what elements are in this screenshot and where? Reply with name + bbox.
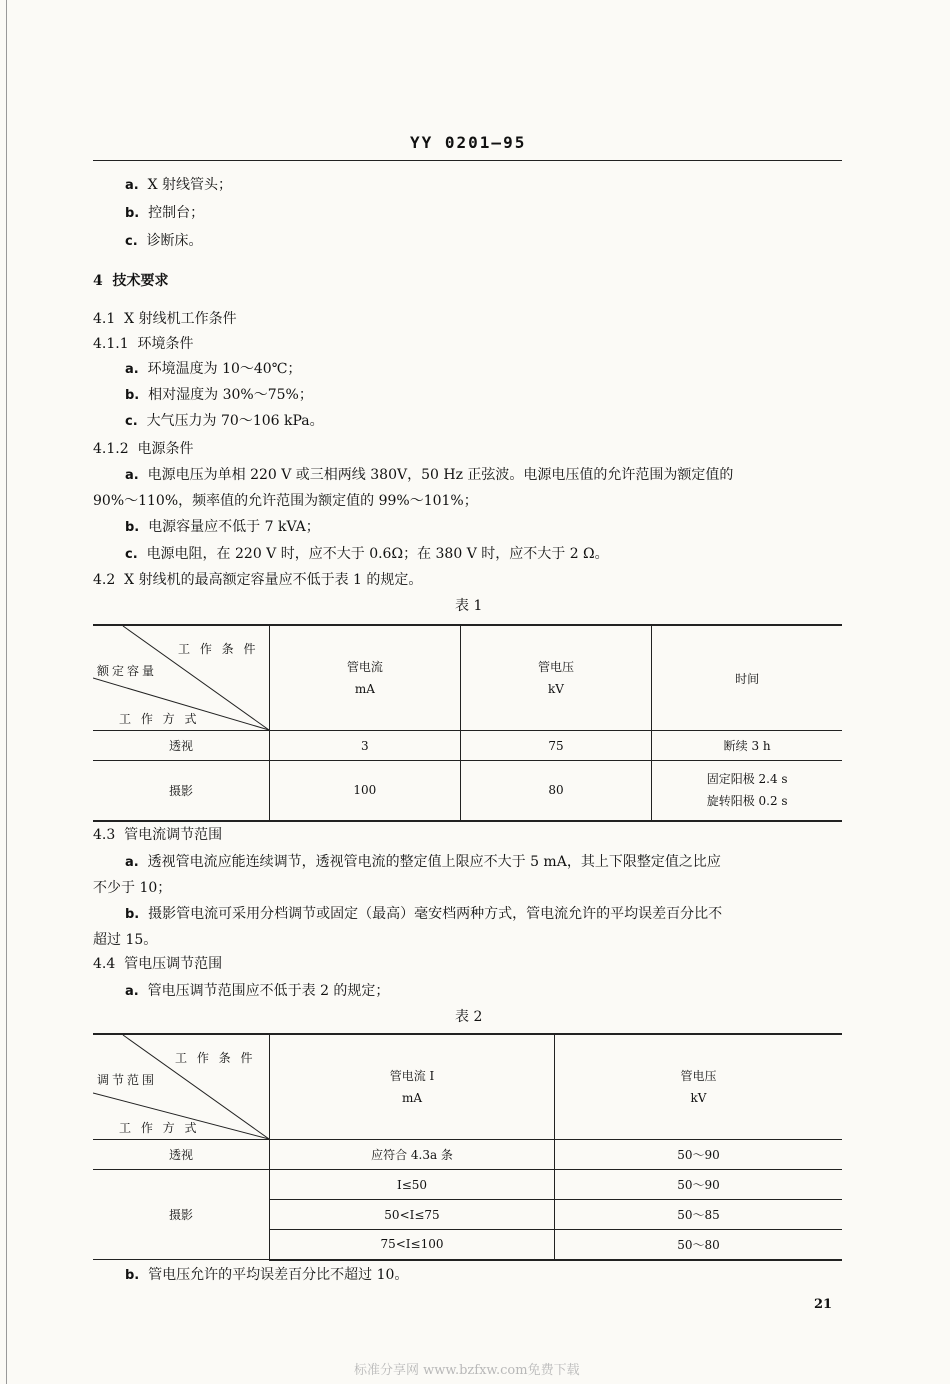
section-4-3-heading: 4.3 管电流调节范围	[93, 827, 223, 843]
power-item-a-line2: 90%～110%，频率值的允许范围为额定值的 99%～101%；	[93, 493, 478, 509]
table2-cell: 应符合 4.3a 条	[270, 1140, 555, 1170]
section-4-1-2-heading: 4.1.2 电源条件	[93, 441, 194, 457]
table2-cell: 50<I≤75	[270, 1200, 555, 1230]
table1-header-time: 时间	[652, 625, 842, 731]
voltage-item-b: b. 管电压允许的平均误差百分比不超过 10。	[125, 1267, 409, 1283]
page-edge-line	[6, 0, 7, 1384]
env-item-c: c. 大气压力为 70～106 kPa。	[125, 413, 324, 429]
table2-cell: 50～90	[555, 1140, 843, 1170]
table2-cell: 50～80	[555, 1230, 843, 1260]
env-item-a: a. 环境温度为 10～40℃；	[125, 361, 302, 377]
table-row	[93, 761, 842, 821]
current-item-a-line2: 不少于 10；	[93, 880, 172, 896]
table1-cell-time: 固定阳极 2.4 s 旋转阳极 0.2 s	[652, 761, 842, 821]
table1-corner-bottom: 工 作 方 式	[119, 712, 200, 726]
table-row	[93, 731, 842, 761]
table1-corner-top: 工 作 条 件	[178, 642, 259, 656]
header-rule	[93, 160, 842, 161]
current-item-b-line2: 超过 15。	[93, 932, 158, 948]
table2-cell: 透视	[93, 1140, 270, 1170]
table2-corner-bottom: 工 作 方 式	[119, 1121, 200, 1135]
table2-cell: 75<I≤100	[270, 1230, 555, 1260]
table1-cell: 100	[270, 761, 461, 821]
section-4-heading: 4 技术要求	[93, 273, 169, 289]
intro-item-c: c. 诊断床。	[125, 233, 203, 249]
table1-cell: 透视	[93, 731, 270, 761]
table2-cell: 摄影	[93, 1170, 270, 1260]
power-item-a-line1: a. 电源电压为单相 220 V 或三相两线 380V，50 Hz 正弦波。电源电压值的允许范围为额定值的	[125, 467, 734, 483]
table2-header-voltage: 管电压 kV	[555, 1034, 843, 1140]
table1-corner-mid: 额定容量	[97, 664, 158, 678]
table1-header-current: 管电流 mA	[270, 625, 461, 731]
standard-code-header: YY 0201—95	[410, 133, 527, 152]
table1-cell: 3	[270, 731, 461, 761]
table-row	[93, 1170, 842, 1200]
table1-corner-cell	[93, 625, 270, 731]
table1-cell: 断续 3 h	[652, 731, 842, 761]
table1-cell: 摄影	[93, 761, 270, 821]
section-4-1-heading: 4.1 X 射线机工作条件	[93, 311, 237, 327]
table1-header-voltage: 管电压 kV	[460, 625, 652, 731]
intro-item-a: a. X 射线管头；	[125, 177, 233, 193]
section-4-4-heading: 4.4 管电压调节范围	[93, 956, 223, 972]
table1-cell: 75	[460, 731, 652, 761]
watermark-text: 标准分享网 www.bzfxw.com免费下载	[354, 1363, 580, 1378]
page-number: 21	[814, 1297, 833, 1312]
table2-cell: I≤50	[270, 1170, 555, 1200]
current-item-a-line1: a. 透视管电流应能连续调节，透视管电流的整定值上限应不大于 5 mA，其上下限整定值之比应	[125, 854, 721, 870]
table2-cell: 50～85	[555, 1200, 843, 1230]
power-item-b: b. 电源容量应不低于 7 kVA；	[125, 519, 320, 535]
table2-caption: 表 2	[455, 1009, 483, 1025]
intro-item-b: b. 控制台；	[125, 205, 205, 221]
table-row	[93, 1140, 842, 1170]
table1-cell: 80	[460, 761, 652, 821]
table2-corner-cell	[93, 1034, 270, 1140]
table1	[93, 624, 842, 822]
env-item-b: b. 相对湿度为 30%～75%；	[125, 387, 313, 403]
table2-corner-mid: 调节范围	[97, 1073, 158, 1087]
table2-cell: 50～90	[555, 1170, 843, 1200]
section-4-2: 4.2 X 射线机的最高额定容量应不低于表 1 的规定。	[93, 572, 423, 588]
table2-corner-top: 工 作 条 件	[175, 1051, 256, 1065]
table2-header-current: 管电流 I mA	[270, 1034, 555, 1140]
power-item-c: c. 电源电阻，在 220 V 时，应不大于 0.6Ω；在 380 V 时，应不大于 2 Ω。	[125, 546, 609, 562]
table1-caption: 表 1	[455, 598, 483, 614]
table2	[93, 1033, 842, 1261]
voltage-item-a: a. 管电压调节范围应不低于表 2 的规定；	[125, 983, 390, 999]
current-item-b-line1: b. 摄影管电流可采用分档调节或固定（最高）毫安档两种方式，管电流允许的平均误差百分比不	[125, 906, 723, 922]
section-4-1-1-heading: 4.1.1 环境条件	[93, 336, 194, 352]
